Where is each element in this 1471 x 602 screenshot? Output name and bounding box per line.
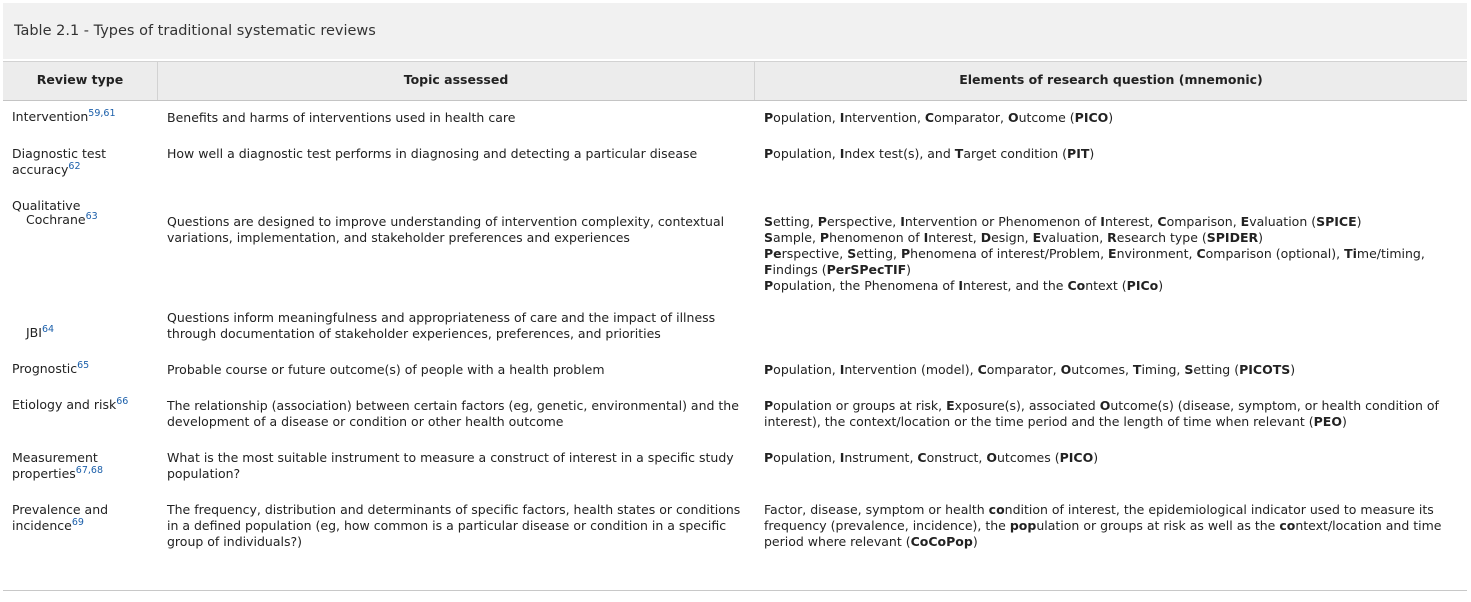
review-type-label: Prognostic [12, 361, 78, 376]
row-review-type [12, 397, 152, 413]
reference-link[interactable]: 65 [77, 359, 90, 371]
element-line: Setting, Perspective, Intervention or Phenomenon of Interest, Comparison, Evaluation (SPICE) [764, 214, 1362, 229]
row-elements [764, 398, 1459, 430]
row-review-type: Qualitative [12, 198, 81, 213]
reference-link[interactable]: 59,61 [88, 107, 116, 119]
review-type-label: Etiology and risk [12, 397, 117, 412]
element-line: Population, Intervention (model), Comparator, Outcomes, Timing, Setting (PICOTS) [764, 362, 1296, 377]
element-line: Factor, disease, symptom or health condition of interest, the epidemiological indicator used to measure its frequency (prevalence, incidence), the population or groups at risk as well as the context/location and time period where relevant (CoCoPop) [764, 502, 1442, 549]
review-type-label: Intervention [12, 109, 89, 124]
review-type-label: Diagnostic test accuracy [12, 146, 107, 177]
element-line: Sample, Phenomenon of Interest, Design, Evaluation, Research type (SPIDER) [764, 230, 1264, 245]
element-line: Population, Intervention, Comparator, Outcome (PICO) [764, 110, 1114, 125]
reference-link[interactable]: 63 [85, 210, 98, 222]
row-review-type [12, 109, 152, 125]
row-review-type [12, 146, 117, 178]
review-type-label: Measurement properties [12, 450, 98, 481]
row-elements [764, 146, 1459, 162]
row-topic: What is the most suitable instrument to measure a construct of interest in a specific study population? [167, 450, 734, 481]
row-review-type [12, 450, 112, 482]
row-review-type [12, 502, 117, 534]
element-line: Population or groups at risk, Exposure(s), associated Outcome(s) (disease, symptom, or health condition of interest), the context/location or the time period and the length of time when relevant (PEO) [764, 398, 1439, 429]
reference-link[interactable]: 69 [71, 516, 84, 528]
row-review-subtype [26, 212, 166, 228]
header-elements: Elements of research question (mnemonic) [959, 72, 1263, 87]
row-elements [764, 110, 1459, 126]
row-review-type [12, 361, 152, 377]
row-topic: The frequency, distribution and determinants of specific factors, health states or conditions in a defined population (eg, how common is a particular disease or condition in a specific group of individuals?) [167, 502, 741, 549]
table-bottom-rule [3, 590, 1467, 591]
row-topic: The relationship (association) between certain factors (eg, genetic, environmental) and the development of a disease or condition or other health outcome [167, 398, 739, 429]
reference-link[interactable]: 67,68 [75, 464, 103, 476]
element-line: Population, Instrument, Construct, Outcomes (PICO) [764, 450, 1099, 465]
table-caption: Table 2.1 - Types of traditional systematic reviews [14, 23, 376, 39]
row-topic: Probable course or future outcome(s) of people with a health problem [167, 362, 605, 377]
element-line: Population, the Phenomena of Interest, and the Context (PICo) [764, 278, 1164, 293]
reference-link[interactable]: 66 [116, 395, 129, 407]
reference-link[interactable]: 64 [41, 323, 55, 335]
row-review-subtype [26, 325, 166, 341]
row-topic: Benefits and harms of interventions used in health care [167, 110, 516, 125]
caption-bar [3, 3, 1467, 59]
review-subtype-label: Cochrane [26, 212, 86, 227]
table-header [3, 61, 1467, 101]
row-topic: Questions are designed to improve understanding of intervention complexity, contextual variations, implementation, and stakeholder preferences and experiences [167, 214, 725, 245]
reference-link[interactable]: 62 [68, 160, 81, 172]
header-topic-assessed: Topic assessed [403, 72, 509, 87]
row-elements [764, 502, 1459, 550]
row-elements [764, 214, 1459, 294]
row-topic: How well a diagnostic test performs in diagnosing and detecting a particular disease [167, 146, 698, 161]
element-line: Population, Index test(s), and Target condition (PIT) [764, 146, 1095, 161]
header-review-type: Review type [36, 72, 124, 87]
review-type-label: Prevalence and incidence [12, 502, 109, 533]
row-elements [764, 450, 1459, 466]
row-topic: Questions inform meaningfulness and appropriateness of care and the impact of illness through documentation of stakeholder experiences, preferences, and priorities [167, 310, 716, 341]
element-line: Perspective, Setting, Phenomena of interest/Problem, Environment, Comparison (optional), Time/timing, Findings (PerSPecTIF) [764, 246, 1425, 277]
review-subtype-label: JBI [26, 325, 42, 340]
row-elements [764, 362, 1459, 378]
